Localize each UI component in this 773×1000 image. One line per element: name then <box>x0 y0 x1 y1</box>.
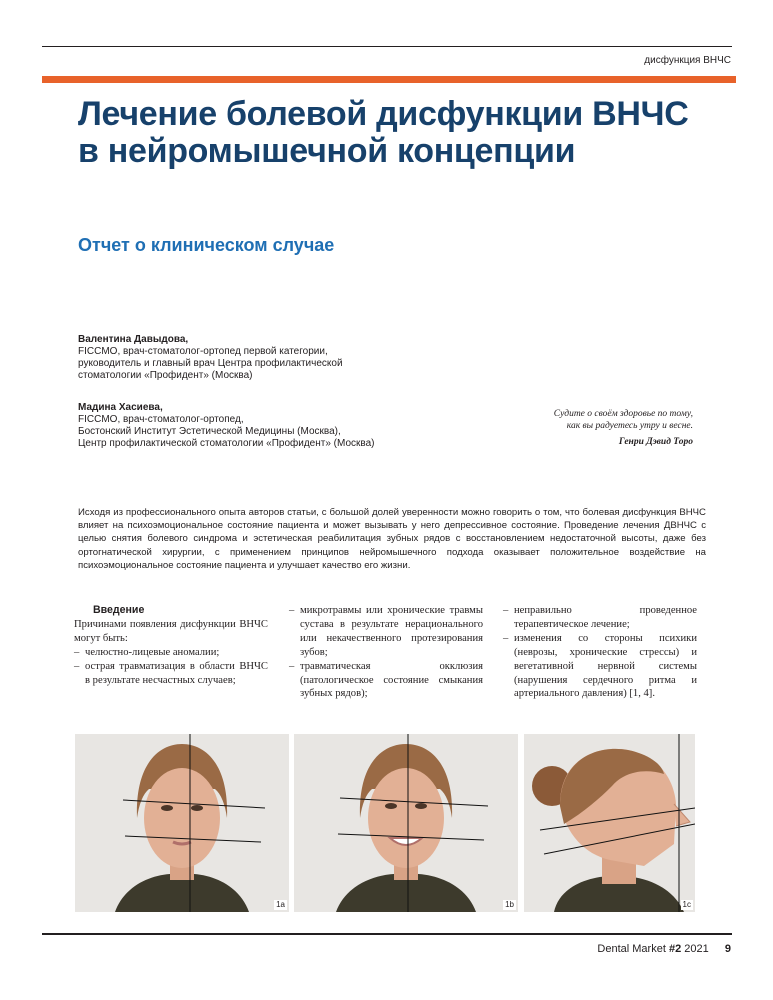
author-affiliation: стоматологии «Профидент» (Москва) <box>78 370 253 381</box>
cause-list <box>289 604 483 701</box>
abstract: Исходя из профессионального опыта авторов статьи, с большой долей уверенности можно говорить о том, что болевая дисфункция ВНЧС влияет на психоэмоциональное состояние пациента и может вызывать у него депрессивное состояние. Проведение лечения ДВНЧС с целью снятия болевого синдрома и эстетическая реабилитация зубных рядов с восстановлением недостаточной высоты, даже без ортогнатической хирургии, с применением принципов нейромышечного подхода оказывает положительное воздействие на психоэмоциональное состояние пациента и улучшает качество его жизни. <box>78 507 706 571</box>
epigraph-line: Судите о своём здоровье по тому, <box>553 409 693 419</box>
body-column-2 <box>289 604 483 701</box>
author-affiliation: руководитель и главный врач Центра профилактической <box>78 358 343 369</box>
issue-year: 2021 <box>684 943 709 955</box>
section-heading: Введение <box>93 604 145 616</box>
intro-text: Причинами появления дисфункции ВНЧС могут быть: <box>74 618 268 644</box>
figure-label: 1c <box>682 900 691 909</box>
profile-face-photo-icon <box>524 734 695 912</box>
article-title: Лечение болевой дисфункции ВНЧС в нейромышечной концепции <box>78 95 689 170</box>
epigraph <box>453 408 693 448</box>
article-subtitle: Отчет о клиническом случае <box>78 235 335 255</box>
figure-1c <box>524 734 695 912</box>
figure-label: 1a <box>276 900 285 909</box>
epigraph-line: как вы радуетесь утру и весне. <box>566 421 693 431</box>
epigraph-author: Генри Дэвид Торо <box>618 437 693 447</box>
author-block <box>78 402 408 450</box>
accent-bar <box>42 76 736 83</box>
list-item: – изменения со стороны психики (неврозы, хронические стрессы) и вегетативной нервной системы (нарушения сердечного ритма и артериального давления) [1, 4]. <box>503 632 697 702</box>
cause-list <box>74 646 268 688</box>
author-affiliation: Центр профилактической стоматологии «Профидент» (Москва) <box>78 438 375 449</box>
list-item: – челюстно-лицевые аномалии; <box>74 646 268 660</box>
figure-1a <box>75 734 289 912</box>
author-affiliation: FICCMO, врач-стоматолог-ортопед, <box>78 414 244 425</box>
page-number: 9 <box>724 943 731 955</box>
list-item: – микротравмы или хронические травмы сустава в результате нерационального или некачественного протезирования зубов; <box>289 604 483 660</box>
cause-list <box>503 604 697 701</box>
list-item: – острая травматизация в области ВНЧС в результате несчастных случаев; <box>74 660 268 688</box>
list-item: – неправильно проведенное терапевтическое лечение; <box>503 604 697 632</box>
bottom-rule <box>42 933 732 935</box>
author-block <box>78 334 408 382</box>
frontal-face-photo-icon <box>75 734 289 912</box>
issue-number: #2 <box>668 943 682 955</box>
page-footer <box>597 943 731 955</box>
journal-name: Dental Market <box>597 943 666 955</box>
author-affiliation: Бостонский Институт Эстетической Медицины (Москва), <box>78 426 341 437</box>
figure-1b <box>294 734 518 912</box>
body-column-1 <box>74 604 268 687</box>
figure-label: 1b <box>505 900 514 909</box>
body-column-3 <box>503 604 697 701</box>
author-affiliation: FICCMO, врач-стоматолог-ортопед первой категории, <box>78 346 328 357</box>
smiling-face-photo-icon <box>294 734 518 912</box>
author-name: Валентина Давыдова, <box>78 334 189 345</box>
list-item: – травматическая окклюзия (патологическое состояние смыкания зубных рядов); <box>289 660 483 702</box>
top-rule <box>42 46 732 47</box>
author-name: Мадина Хасиева, <box>78 402 163 413</box>
section-label: дисфункция ВНЧС <box>644 55 731 66</box>
